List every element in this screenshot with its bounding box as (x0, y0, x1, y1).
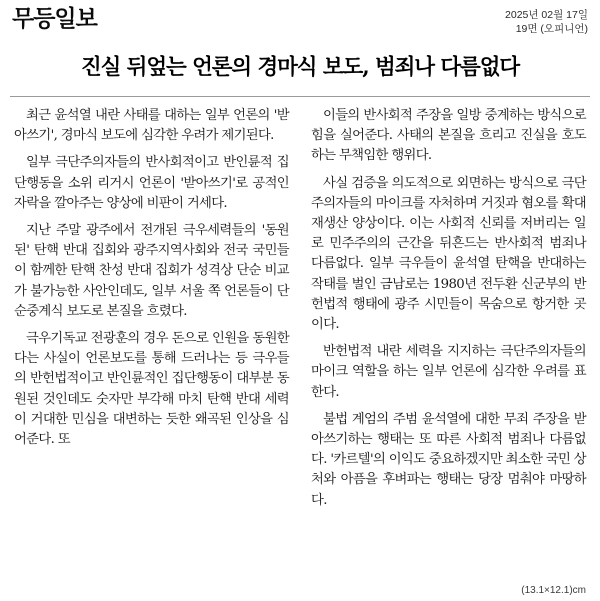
paper-name: 무등일보 (12, 5, 97, 32)
paragraph: 지난 주말 광주에서 전개된 극우세력들의 '동원된' 탄핵 반대 집회와 광주지역사회와 전국 국민들이 함께한 탄핵 찬성 반대 집회가 성격상 단순 비교가 불가능한 사안인데도, 일부 서울 쪽 언론들이 단순중계식 보도로 본질을 흐렸다. (14, 223, 289, 319)
paragraph: 반헌법적 내란 세력을 지지하는 극단주의자들의 마이크 역할을 하는 일부 언론에 심각한 우려를 표한다. (311, 344, 586, 400)
paragraph: 이들의 반사회적 주장을 일방 중계하는 방식으로 힘을 실어준다. 사태의 본질을 흐리고 진실을 호도하는 무책임한 행위다. (311, 108, 586, 164)
headline: 진실 뒤엎는 언론의 경마식 보도, 범죄나 다름없다 (80, 54, 520, 80)
column-right (311, 106, 586, 518)
paragraph: 불법 계엄의 주범 윤석열에 대한 무죄 주장을 받아쓰기하는 행태는 또 따른 사회적 범죄나 다름없다. '카르텔'의 이익도 중요하겠지만 최소한 국민 상처와 아픔을 후벼파는 행태는 당장 멈춰야 마땅하다. (311, 411, 586, 508)
masthead (0, 0, 600, 36)
issue-page: 19면 (오피니언) (515, 23, 588, 36)
issue-date: 2025년 02월 17일 (505, 9, 588, 21)
paragraph: 일부 극단주의자들의 반사회적이고 반인륜적 집단행동을 소위 리거시 언론이 '받아쓰기'로 공적인 자락을 깔아주는 양상에 비판이 거세다. (14, 155, 289, 211)
clipping-size-credit: (13.1×12.1)cm (521, 585, 586, 596)
issue-info (505, 6, 588, 36)
column-left (14, 106, 289, 518)
article-body (0, 97, 600, 518)
headline-wrap (0, 36, 600, 81)
paragraph: 최근 윤석열 내란 사태를 대하는 일부 언론의 '받아쓰기', 경마식 보도에 심각한 우려가 제기된다. (14, 108, 289, 144)
paragraph: 사실 검증을 의도적으로 외면하는 방식으로 극단주의자들의 마이크를 자처하며 거짓과 혐오를 확대재생산 양상이다. 이는 사회적 신뢰를 저버리는 일로 민주주의의 근간을 뒤흔드는 반사회적 범죄나 다름없다. 일부 극우들이 윤석열 탄핵을 반대하는 작태를 벌인 금남로는 1980년 전두환 신군부의 반헌법적 행태에 광주 시민들이 목숨으로 항거한 곳이다. (311, 175, 586, 333)
paragraph: 극우기독교 전광훈의 경우 돈으로 인원을 동원한다는 사실이 언론보도를 통해 드러나는 등 극우들의 반헌법적이고 반인륜적인 집단행동이 대부분 동원된 것인데도 숫자만 부각해 마치 탄핵 반대 세력이 거대한 민심을 대변하는 듯한 왜곡된 인상을 심어준다. 또 (14, 331, 289, 448)
